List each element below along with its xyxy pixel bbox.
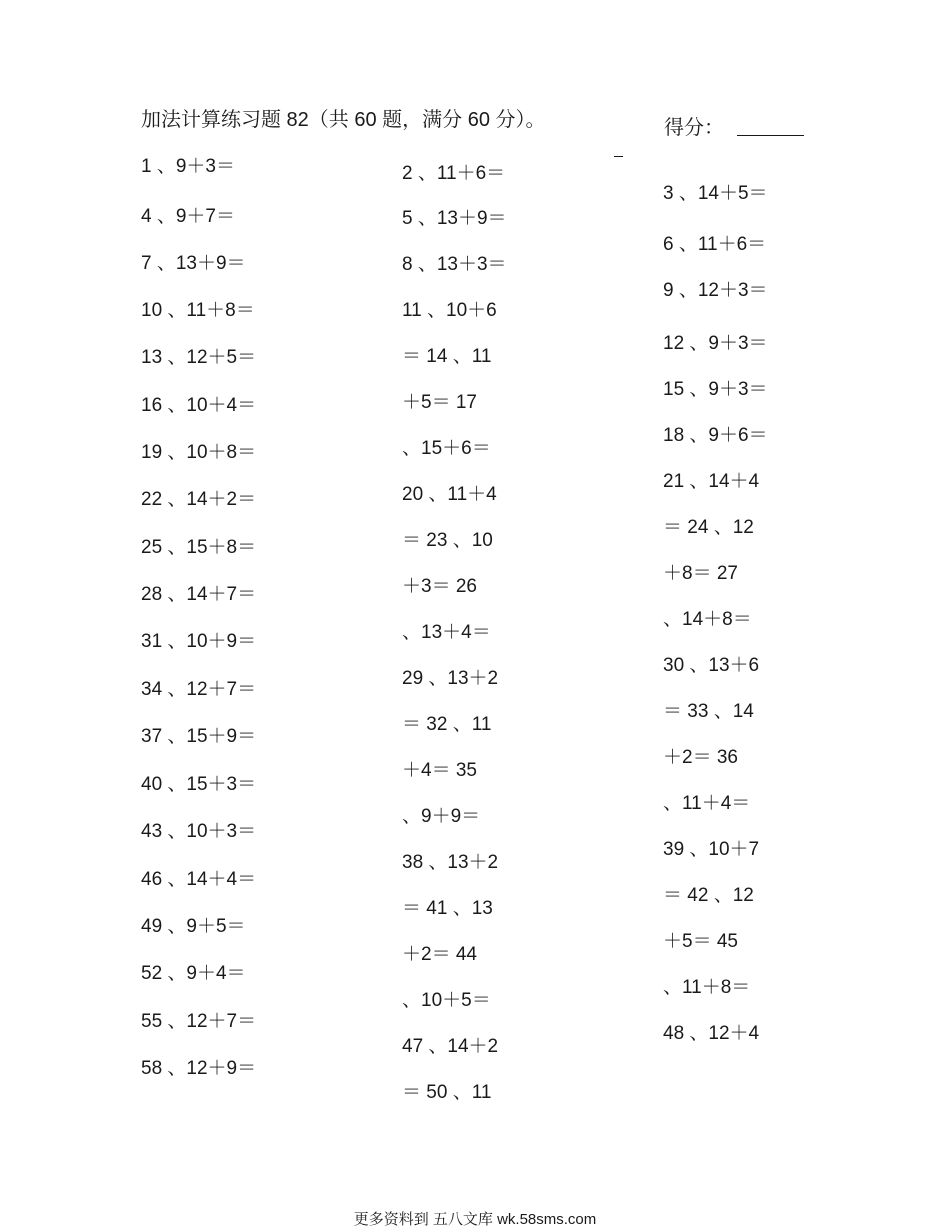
- score-blank-line: [737, 135, 804, 136]
- problem-item: 7 、13＋9＝: [141, 253, 246, 274]
- problem-item: 25 、15＋8＝: [141, 537, 257, 558]
- problem-item: 、14＋8＝: [663, 609, 752, 630]
- problem-item: 38 、13＋2: [402, 852, 499, 873]
- problem-item: 22 、14＋2＝: [141, 489, 257, 510]
- score-label: 得分：: [664, 117, 724, 139]
- problem-item: 13 、12＋5＝: [141, 347, 257, 368]
- problem-item: 15 、9＋3＝: [663, 379, 768, 400]
- problem-item: ＋4＝ 35: [402, 760, 477, 781]
- problem-item: 、11＋4＝: [663, 793, 751, 814]
- problem-item: 1 、9＋3＝: [141, 156, 235, 177]
- problem-item: ＋3＝ 26: [402, 576, 477, 597]
- problem-item: ＋2＝ 44: [402, 944, 477, 965]
- problem-item: 37 、15＋9＝: [141, 726, 257, 747]
- problem-item: 18 、9＋6＝: [663, 425, 768, 446]
- problem-item: 、13＋4＝: [402, 622, 491, 643]
- problem-item: 55 、12＋7＝: [141, 1011, 257, 1032]
- problem-item: 、9＋9＝: [402, 806, 481, 827]
- problem-item: ＝ 50 、11: [402, 1082, 492, 1103]
- problem-item: 30 、13＋6: [663, 655, 760, 676]
- problem-item: 、15＋6＝: [402, 438, 491, 459]
- problem-item: 29 、13＋2: [402, 668, 499, 689]
- problem-item: ＋5＝ 17: [402, 392, 477, 413]
- problem-item: 、10＋5＝: [402, 990, 491, 1011]
- problem-item: ＋5＝ 45: [663, 931, 738, 952]
- problem-item: 40 、15＋3＝: [141, 774, 257, 795]
- problem-item: 11 、10＋6: [402, 300, 497, 321]
- problem-item: 52 、9＋4＝: [141, 963, 246, 984]
- problem-item: 28 、14＋7＝: [141, 584, 257, 605]
- problem-item: 31 、10＋9＝: [141, 631, 257, 652]
- problem-item: 20 、11＋4: [402, 484, 497, 505]
- stray-dash-mark: [614, 156, 623, 157]
- problem-item: 46 、14＋4＝: [141, 869, 257, 890]
- problem-item: ＋8＝ 27: [663, 563, 738, 584]
- problem-item: 3 、14＋5＝: [663, 183, 768, 204]
- problem-item: ＝ 24 、12: [663, 517, 754, 538]
- problem-item: ＝ 32 、11: [402, 714, 492, 735]
- problem-item: ＝ 33 、14: [663, 701, 754, 722]
- problem-item: 9 、12＋3＝: [663, 280, 768, 301]
- problem-item: 16 、10＋4＝: [141, 395, 257, 416]
- worksheet-title: 加法计算练习题 82（共 60 题，满分 60 分）。: [141, 109, 546, 131]
- problem-item: 21 、14＋4: [663, 471, 760, 492]
- problem-item: 47 、14＋2: [402, 1036, 499, 1057]
- problem-item: 39 、10＋7: [663, 839, 760, 860]
- problem-item: 43 、10＋3＝: [141, 821, 257, 842]
- problem-item: 48 、12＋4: [663, 1023, 760, 1044]
- footer-source-text: 更多资料到 五八文库 wk.58sms.com: [353, 1211, 597, 1228]
- problem-item: ＝ 41 、13: [402, 898, 493, 919]
- problem-item: 5 、13＋9＝: [402, 208, 507, 229]
- problem-item: 58 、12＋9＝: [141, 1058, 257, 1079]
- problem-item: 4 、9＋7＝: [141, 206, 235, 227]
- problem-item: ＝ 42 、12: [663, 885, 754, 906]
- problem-item: ＝ 14 、11: [402, 346, 492, 367]
- problem-item: 10 、11＋8＝: [141, 300, 255, 321]
- problem-item: 、11＋8＝: [663, 977, 751, 998]
- problem-item: 2 、11＋6＝: [402, 163, 506, 184]
- problem-item: 12 、9＋3＝: [663, 333, 768, 354]
- problem-item: 6 、11＋6＝: [663, 234, 767, 255]
- problem-item: ＋2＝ 36: [663, 747, 738, 768]
- problem-item: 49 、9＋5＝: [141, 916, 246, 937]
- problem-item: ＝ 23 、10: [402, 530, 493, 551]
- problem-item: 19 、10＋8＝: [141, 442, 257, 463]
- problem-item: 8 、13＋3＝: [402, 254, 507, 275]
- problem-item: 34 、12＋7＝: [141, 679, 257, 700]
